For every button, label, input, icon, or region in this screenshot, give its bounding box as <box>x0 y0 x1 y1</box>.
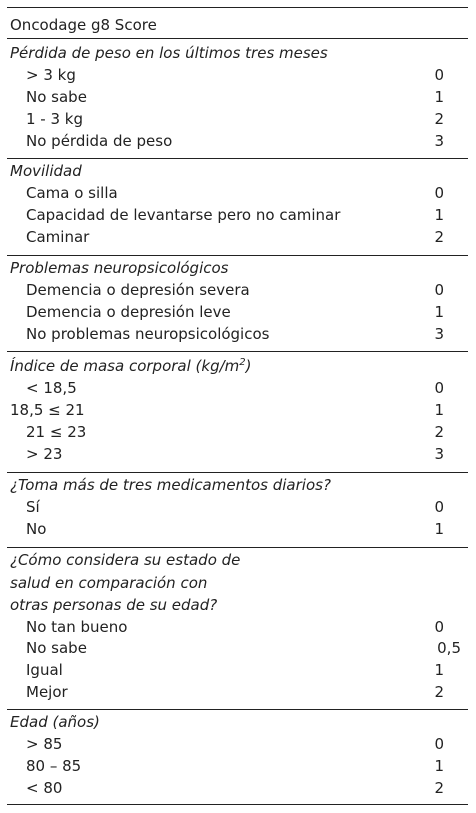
row-label: 1 - 3 kg <box>26 110 84 128</box>
category-title-health-line1: ¿Cómo considera su estado de <box>10 551 241 569</box>
row-score: 2 <box>434 683 444 701</box>
row-score: 2 <box>434 228 444 246</box>
category-title-text: Índice de masa corporal (kg/m <box>10 357 240 375</box>
category-title-weight-loss: Pérdida de peso en los últimos tres meses <box>10 44 328 62</box>
category-title-health-line2: salud en comparación con <box>10 574 208 592</box>
row-mobility-bed-chair <box>7 182 468 204</box>
row-score: 0 <box>434 618 444 636</box>
section-rule <box>7 351 468 352</box>
row-health-unknown <box>7 637 468 659</box>
row-neuropsych-none <box>7 323 468 345</box>
row-label: > 23 <box>26 445 63 463</box>
row-score: 0 <box>434 281 444 299</box>
row-label: Cama o silla <box>26 184 118 202</box>
row-label: < 18,5 <box>26 379 77 397</box>
row-label: Capacidad de levantarse pero no caminar <box>26 206 341 224</box>
row-bmi-21-23 <box>7 421 468 443</box>
row-score: 3 <box>434 325 444 343</box>
row-health-not-good <box>7 616 468 638</box>
row-label: Demencia o depresión leve <box>26 303 231 321</box>
row-mobility-walk <box>7 226 468 248</box>
row-label: No sabe <box>26 88 87 106</box>
category-title-text: ) <box>245 357 252 375</box>
row-score: 0 <box>434 379 444 397</box>
row-score: 1 <box>434 88 444 106</box>
row-weight-loss-gt3kg <box>7 64 468 86</box>
section-rule <box>7 158 468 159</box>
row-score: 1 <box>434 757 444 775</box>
row-label: Mejor <box>26 683 68 701</box>
row-label: 21 ≤ 23 <box>26 423 87 441</box>
row-age-lt80 <box>7 777 468 799</box>
category-title-mobility: Movilidad <box>10 162 82 180</box>
row-weight-loss-none <box>7 130 468 152</box>
row-label: No <box>26 520 47 538</box>
superscript: 2 <box>239 357 246 368</box>
row-bmi-18-21 <box>7 399 468 421</box>
row-score: 1 <box>434 303 444 321</box>
row-label: No tan bueno <box>26 618 128 636</box>
oncodage-g8-table <box>7 7 468 805</box>
section-rule <box>7 547 468 548</box>
row-score: 2 <box>434 779 444 797</box>
row-score: 1 <box>434 520 444 538</box>
row-label: > 3 kg <box>26 66 76 84</box>
row-label: < 80 <box>26 779 63 797</box>
row-score: 0 <box>434 498 444 516</box>
row-label: No sabe <box>26 639 87 657</box>
row-mobility-stand <box>7 204 468 226</box>
row-label: Demencia o depresión severa <box>26 281 250 299</box>
row-score: 0 <box>434 66 444 84</box>
row-label: Sí <box>26 498 40 516</box>
row-medications-yes <box>7 496 468 518</box>
row-label: Caminar <box>26 228 90 246</box>
table-title: Oncodage g8 Score <box>10 16 157 34</box>
category-title-neuropsych: Problemas neuropsicológicos <box>10 259 229 277</box>
row-label: > 85 <box>26 735 63 753</box>
row-score: 3 <box>434 445 444 463</box>
category-title-health-line3: otras personas de su edad? <box>10 596 218 614</box>
row-label: 80 – 85 <box>26 757 82 775</box>
row-score: 1 <box>434 206 444 224</box>
row-label: No problemas neuropsicológicos <box>26 325 270 343</box>
bottom-rule <box>7 804 468 805</box>
category-title-bmi <box>10 355 252 377</box>
row-medications-no <box>7 518 468 540</box>
row-score: 0,5 <box>437 639 461 657</box>
row-score: 1 <box>434 661 444 679</box>
row-label: 18,5 ≤ 21 <box>10 401 85 419</box>
row-health-same <box>7 659 468 681</box>
top-rule <box>7 7 468 8</box>
category-title-age: Edad (años) <box>10 713 100 731</box>
row-score: 0 <box>434 735 444 753</box>
row-bmi-lt18 <box>7 377 468 399</box>
header-rule <box>7 38 468 39</box>
row-age-gt85 <box>7 733 468 755</box>
category-title-medications: ¿Toma más de tres medicamentos diarios? <box>10 476 331 494</box>
row-score: 3 <box>434 132 444 150</box>
row-weight-loss-unknown <box>7 86 468 108</box>
row-neuropsych-severe <box>7 279 468 301</box>
row-score: 2 <box>434 110 444 128</box>
row-label: No pérdida de peso <box>26 132 173 150</box>
row-score: 2 <box>434 423 444 441</box>
row-label: Igual <box>26 661 63 679</box>
section-rule <box>7 472 468 473</box>
section-rule <box>7 709 468 710</box>
row-health-better <box>7 681 468 703</box>
row-neuropsych-mild <box>7 301 468 323</box>
row-weight-loss-1-3kg <box>7 108 468 130</box>
row-score: 1 <box>434 401 444 419</box>
section-rule <box>7 255 468 256</box>
row-score: 0 <box>434 184 444 202</box>
row-age-80-85 <box>7 755 468 777</box>
row-bmi-gt23 <box>7 443 468 465</box>
